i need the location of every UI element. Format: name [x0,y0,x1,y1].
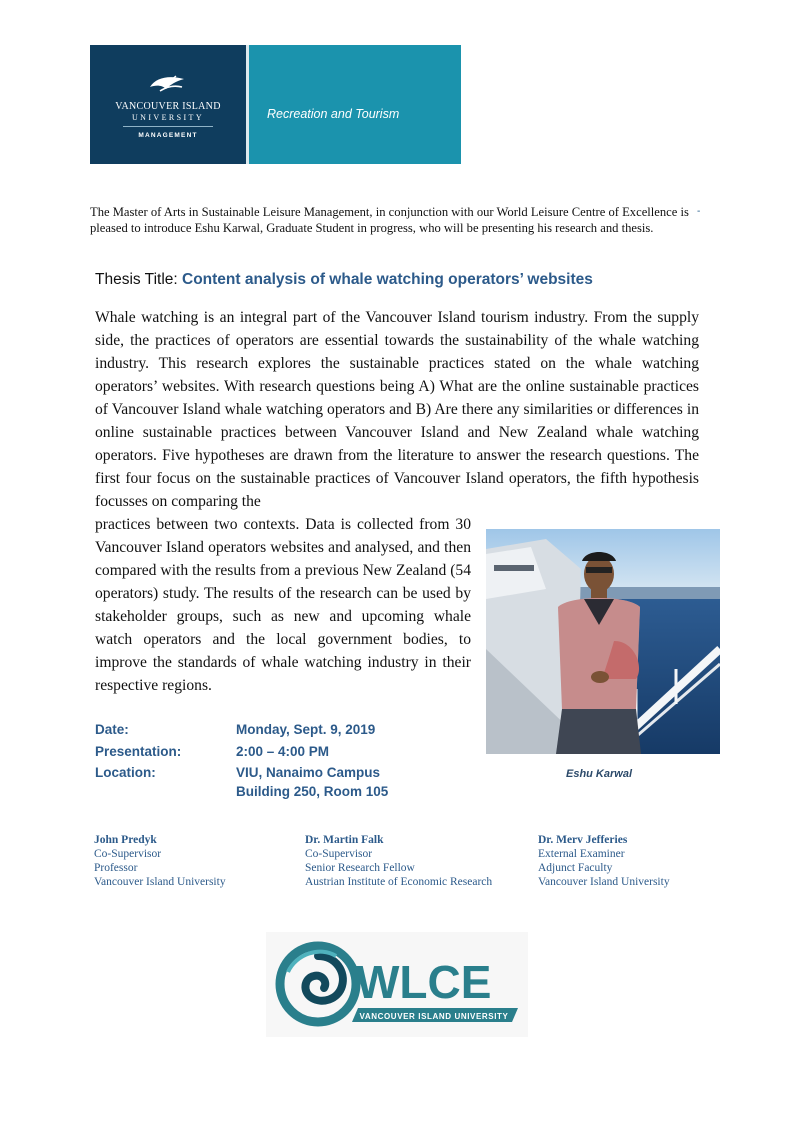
department-label: Recreation and Tourism [267,107,400,121]
wlce-subtitle: VANCOUVER ISLAND UNIVERSITY [359,1012,509,1021]
member-org: Austrian Institute of Economic Research [305,876,493,888]
member-role: Co-Supervisor [94,848,162,860]
viu-leaf-icon [146,73,190,97]
member-role: Co-Supervisor [305,848,373,860]
institution-line2: UNIVERSITY [132,113,204,122]
presentation-value: 2:00 – 4:00 PM [236,744,330,759]
member-org: Vancouver Island University [538,876,670,888]
member-org: Vancouver Island University [94,876,226,888]
institution-line1: VANCOUVER ISLAND [115,101,221,112]
date-value: Monday, Sept. 9, 2019 [236,722,376,737]
logo-divider [123,126,213,127]
location-line2: Building 250, Room 105 [236,784,389,799]
viu-logo-panel [90,45,246,164]
member-title: Professor [94,862,138,874]
department-panel [249,45,461,164]
margin-mark: - [697,206,701,217]
member-name: Dr. Merv Jefferies [538,834,628,846]
abstract-paragraph-top: Whale watching is an integral part of the Vancouver Island tourism industry. From the supply side, the practices of operators are essential towards the sustainability of the whale watching industry. This research explores the sustainable practices stated on the whale watching operators’ websites. With research questions being A) What are the online sustainable practices of Vancouver Island whale watching operators and B) Are there any similarities or differences in online sustainable practices between Vancouver Island and New Zealand whale watching operators. Five hypotheses are drawn from the literature to answer the research questions. The first four focus on the sustainable practices of Vancouver Island operators, the fifth hypothesis focusses on comparing the [95,309,699,510]
member-title: Adjunct Faculty [538,862,613,874]
intro-paragraph: The Master of Arts in Sustainable Leisure Management, in conjunction with our World Leisure Centre of Excellence is pleased to introduce Eshu Karwal, Graduate Student in progress, who will be presenting his research and thesis. [90,205,689,235]
thesis-heading [95,271,715,289]
wlce-acronym: WLCE [356,956,492,1008]
location-line1: VIU, Nanaimo Campus [236,765,381,780]
committee-member [538,833,670,889]
location-label: Location: [95,765,156,780]
photo-illustration [486,529,720,754]
presentation-label: Presentation: [95,744,182,759]
member-name: Dr. Martin Falk [305,834,384,846]
thesis-title: Content analysis of whale watching operators’ websites [182,271,593,288]
committee-member [94,833,226,889]
institution-name [90,101,246,123]
institution-faculty: MANAGEMENT [138,132,198,139]
member-role: External Examiner [538,848,625,860]
date-label: Date: [95,722,129,737]
abstract-paragraph-side: practices between two contexts. Data is collected from 30 Vancouver Island operators websites and analysed, and then compared with the results from a previous New Zealand (54 operators) study. The results of the research can be used by stakeholder groups, such as new and upcoming whale watch operators and the local government bodies, to improve the standards of whale watching industry in their respective regions. [95,516,471,694]
committee-member [305,833,492,889]
wave-spiral-icon [266,932,528,1037]
wlce-logo [266,932,528,1037]
header-banner [90,45,461,164]
presenter-photo [486,529,720,754]
photo-caption: Eshu Karwal [565,768,633,780]
member-title: Senior Research Fellow [305,862,415,874]
member-name: John Predyk [94,834,157,846]
thesis-label: Thesis Title: [95,271,178,288]
